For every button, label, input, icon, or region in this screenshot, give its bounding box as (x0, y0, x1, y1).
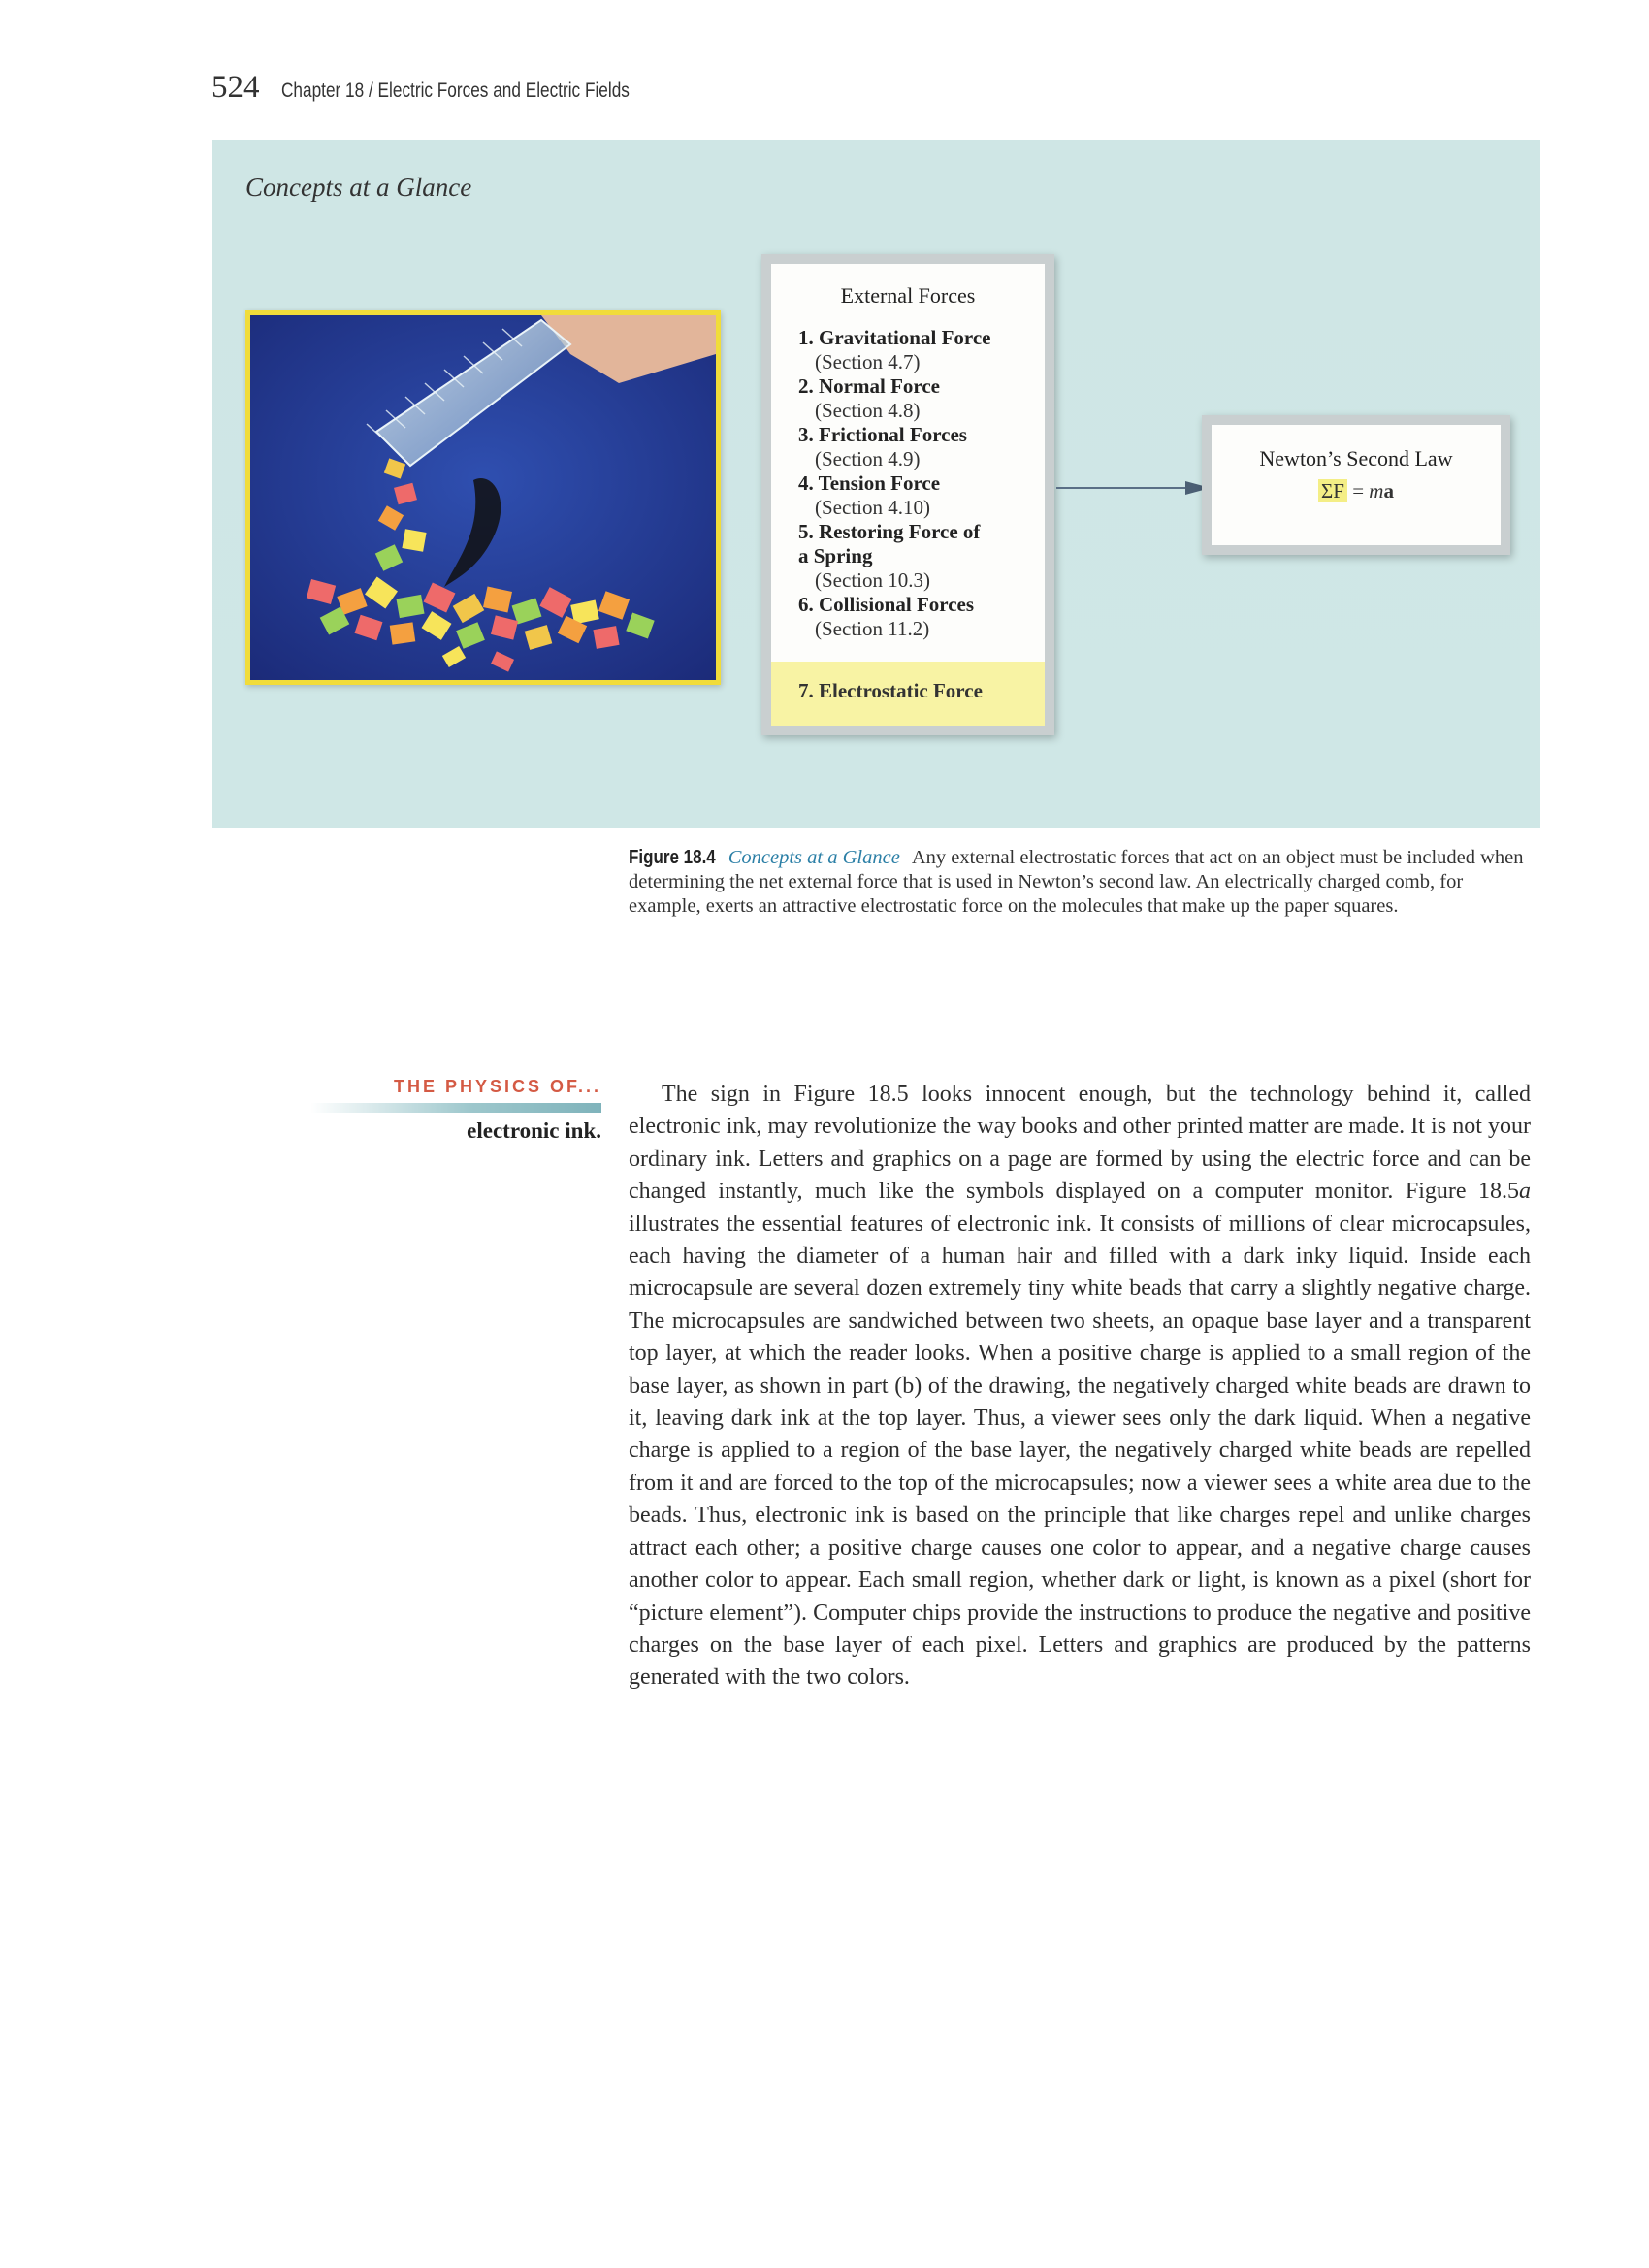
external-forces-heading: External Forces (840, 283, 976, 308)
caption-concepts: Concepts at a Glance (728, 847, 900, 868)
physics-of-label: THE PHYSICS OF... (393, 1077, 601, 1096)
body-text-start: The sign in Figure 18.5 looks innocent enough, but the technology behind it, called electronic ink, may revolutionize the way books and other printed matter are made. It is not your ordinary ink. Letters and graphics on a page are formed by using the electric force and can be changed instantly, much like the symbols displayed on a computer monitor. Figure 18.5 (629, 1082, 1531, 1205)
external-forces-list (771, 320, 1045, 641)
figure-part-letter: a (1519, 1179, 1531, 1205)
margin-rule (310, 1103, 601, 1113)
force-name: 4. Tension Force (798, 471, 941, 495)
external-forces-box (761, 254, 1054, 735)
force-section: (Section 11.2) (815, 617, 930, 640)
force-section: (Section 4.8) (815, 399, 921, 422)
list-item (798, 593, 1045, 641)
list-item (798, 423, 1045, 471)
figure-label: Figure 18.4 (629, 847, 716, 868)
comb-paper-illustration (250, 315, 716, 680)
concepts-title: Concepts at a Glance (245, 173, 472, 202)
force-name: 3. Frictional Forces (798, 423, 967, 446)
equals-sign: = (1352, 479, 1365, 502)
figure-caption (629, 846, 1531, 919)
list-item (798, 520, 1045, 593)
force-section: (Section 4.7) (815, 350, 921, 373)
body-text-end: illustrates the essential features of electronic ink. It consists of millions of clear microcapsules, each having the diameter of a human hair and filled with a dark inky liquid. Inside each microcapsule are several dozen extremely tiny white beads that carry a slightly negative charge. The microcapsules are sandwiched between two sheets, an opaque base layer and a transparent top layer, at which the reader looks. When a positive charge is applied to a small region of the base layer, as shown in part (b) of the drawing, the negatively charged white beads are drawn to it, leaving dark ink at the top layer. Thus, a viewer sees only the dark liquid. When a negative charge is applied to a region of the base layer, the negatively charged white beads are repelled from it and are forced to the top of the microcapsules; now a viewer sees a white area due to the beads. Thus, electronic ink is based on the principle that like charges repel and unlike charges attract each other; a positive charge causes one color to appear, and a negative charge causes another color to appear. Each small region, whether dark or light, is known as a pixel (short for “picture element”). Computer chips provide the instructions to produce the negative and positive charges on the base layer of each pixel. Letters and graphics are produced by the patterns generated with the two colors. (629, 1211, 1531, 1691)
sigma-f: ΣF (1318, 479, 1347, 502)
page-number: 524 (211, 70, 260, 105)
mass-symbol: m (1369, 479, 1384, 502)
page-header (211, 70, 705, 109)
electrostatic-force-highlight: 7. Electrostatic Force (771, 662, 1045, 726)
list-item (798, 326, 1045, 374)
force-name: 2. Normal Force (798, 374, 940, 398)
force-name: 6. Collisional Forces (798, 593, 975, 616)
list-item (798, 471, 1045, 520)
caption-text: Any external electrostatic forces that act on an object must be included when determining the net external force that is used in Newton’s second law. An electrically charged comb, for example, exerts an attractive electrostatic force on the molecules that make up the paper squares. (629, 847, 1524, 917)
force-section: (Section 4.9) (815, 447, 921, 470)
newton-equation (1212, 479, 1501, 503)
force-name: 1. Gravitational Force (798, 326, 991, 349)
force-name: 5. Restoring Force of a Spring (798, 520, 981, 567)
force-section: (Section 10.3) (815, 568, 930, 592)
concepts-at-a-glance-panel (212, 140, 1540, 828)
acceleration-symbol: a (1383, 479, 1394, 502)
body-paragraph (629, 1079, 1531, 1695)
force-section: (Section 4.10) (815, 496, 930, 519)
list-item (798, 374, 1045, 423)
margin-topic: electronic ink. (467, 1118, 601, 1143)
comb-paper-photo (245, 310, 721, 685)
margin-note (281, 1077, 601, 1144)
chapter-title: Chapter 18 / Electric Forces and Electric Fields (280, 80, 630, 102)
newton-title: Newton’s Second Law (1259, 446, 1453, 470)
newtons-second-law-box (1202, 415, 1510, 555)
